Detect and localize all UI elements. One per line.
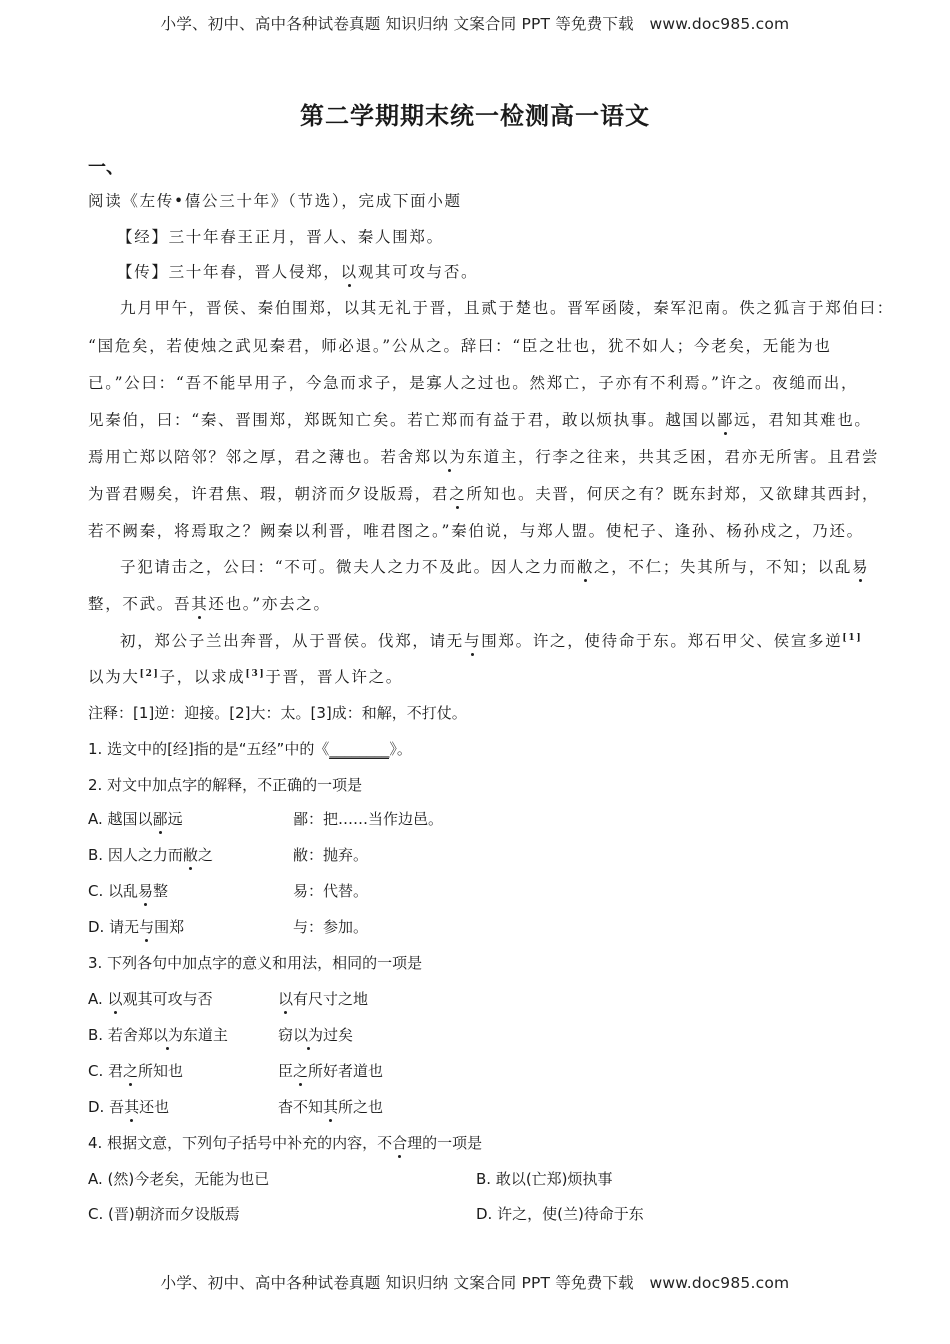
q3-option-b-compare xyxy=(278,1024,353,1045)
text-segment: 子，以求成 xyxy=(159,668,246,686)
dotted-character: 之 xyxy=(123,1062,139,1080)
text-segment: 有尺寸之地 xyxy=(293,990,369,1008)
text-segment: 还也 xyxy=(139,1098,170,1116)
text-segment: 【传】三十年春，晋人侵郑， xyxy=(117,263,341,281)
text-segment: C. 以乱 xyxy=(88,882,139,900)
dotted-character: 其 xyxy=(191,592,208,614)
q2-option-c-explanation: 易：代替。 xyxy=(293,882,369,900)
text-segment: 观其可攻与否 xyxy=(122,990,213,1008)
text-segment: 整，不武。吾 xyxy=(88,595,192,613)
text-segment: 远，君知其难也。 xyxy=(734,411,872,429)
q4-option-c: C. (晋)朝济而夕设版焉 xyxy=(88,1205,240,1223)
q4-option-b: B. 敢以(亡郑)烦执事 xyxy=(476,1170,613,1188)
text-segment: D. 请无 xyxy=(88,918,140,936)
footnote-mark: [2] xyxy=(139,669,160,679)
passage-line: 若不阙秦，将焉取之？阙秦以利晋，唯君图之。”秦伯说，与郑人盟。使杞子、逢孙、杨孙戍之，乃还。 xyxy=(88,522,864,540)
passage-line xyxy=(88,445,879,467)
zhuan-line xyxy=(117,260,478,282)
q4-option-a: A. (然)今老矣，无能为也已 xyxy=(88,1170,270,1188)
dotted-character: 以 xyxy=(341,260,358,282)
text-segment: 子犯请击之，公曰：“不可。微夫人之力不及此。因人之力而 xyxy=(120,558,577,576)
dotted-character: 以为 xyxy=(293,1026,324,1044)
text-segment: 所好者道也 xyxy=(308,1062,384,1080)
q3-option-b xyxy=(88,1024,228,1045)
question-3-stem: 3. 下列各句中加点字的意义和用法，相同的一项是 xyxy=(88,954,423,972)
text-segment: 为晋君赐矣，许君焦、瑕，朝济而夕设版焉，君 xyxy=(88,485,450,503)
question-4-stem xyxy=(88,1132,482,1153)
text-segment: 东道主，行李之往来，共其乏困，君亦无所害。且君尝 xyxy=(466,448,880,466)
passage-line xyxy=(88,408,872,430)
dotted-character: 以 xyxy=(107,990,123,1008)
dotted-character: 与 xyxy=(139,918,155,936)
dotted-character: 敝 xyxy=(577,555,594,577)
text-segment: 观其可攻与否。 xyxy=(357,263,479,281)
passage-line xyxy=(120,555,869,577)
text-segment: D. 吾 xyxy=(88,1098,125,1116)
q3-option-d-compare xyxy=(278,1096,383,1117)
text-segment: 以为大 xyxy=(88,668,140,686)
text-segment: 初，郑公子兰出奔晋，从于晋侯。伐郑，请无 xyxy=(120,632,465,650)
text-segment: 4. 根据文意，下列句子括号中补充的内容， xyxy=(88,1134,378,1152)
q2-option-a-explanation: 鄙：把……当作边邑。 xyxy=(293,810,444,828)
passage-line xyxy=(88,482,879,504)
text-segment: B. 因人之力而 xyxy=(88,846,183,864)
text-segment: A. 越国以 xyxy=(88,810,153,828)
dotted-character: 鄙 xyxy=(717,408,734,430)
dotted-character: 之 xyxy=(293,1062,309,1080)
passage-line xyxy=(88,665,403,687)
dotted-character: 易 xyxy=(852,555,869,577)
q3-option-c-compare xyxy=(278,1060,383,1081)
passage-line xyxy=(120,629,862,651)
dotted-character: 敝 xyxy=(182,846,198,864)
passage-line xyxy=(88,592,331,614)
passage-line: 九月甲午，晋侯、秦伯围郑，以其无礼于晋，且贰于楚也。晋军函陵，秦军氾南。佚之狐言于郑伯曰： xyxy=(120,299,895,317)
text-segment: 》。 xyxy=(389,740,412,758)
q2-option-d-explanation: 与：参加。 xyxy=(293,918,369,936)
text-segment: 于晋，晋人许之。 xyxy=(265,668,404,686)
q3-option-d xyxy=(88,1096,169,1117)
question-1 xyxy=(88,738,412,759)
q3-option-a xyxy=(88,988,213,1009)
dotted-character: 鄙 xyxy=(152,810,168,828)
text-segment: 整 xyxy=(153,882,169,900)
text-segment: 窃 xyxy=(278,1026,294,1044)
question-2-stem: 2. 对文中加点字的解释，不正确的一项是 xyxy=(88,776,363,794)
text-segment: 臣 xyxy=(278,1062,294,1080)
dotted-character: 不合理 xyxy=(377,1134,423,1152)
dotted-character: 与 xyxy=(464,629,481,651)
dotted-character: 以 xyxy=(278,990,294,1008)
footnote-mark: [1] xyxy=(842,633,863,643)
text-segment: 远 xyxy=(167,810,183,828)
answer-blank: ________ xyxy=(329,740,390,758)
text-segment: B. 若舍郑 xyxy=(88,1026,153,1044)
dotted-character: 其 xyxy=(124,1098,140,1116)
footnote-mark: [3] xyxy=(245,669,266,679)
text-segment: C. 君 xyxy=(88,1062,124,1080)
text-segment: 1. 选文中的[经]指的是“五经”中的《 xyxy=(88,740,330,758)
text-segment: 还也。”亦去之。 xyxy=(208,595,331,613)
text-segment: A. xyxy=(88,990,108,1008)
passage-line: “国危矣，若使烛之武见秦君，师必退。”公从之。辞曰：“臣之壮也，犹不如人；今老矣，无能为也 xyxy=(88,337,832,355)
page-title: 第二学期期末统一检测高一语文 xyxy=(300,101,650,130)
text-segment: 焉用亡郑以陪邻？邻之厚，君之薄也。若舍郑 xyxy=(88,448,433,466)
q4-option-d: D. 许之，使(兰)待命于东 xyxy=(476,1205,644,1223)
text-segment: 过矣 xyxy=(323,1026,354,1044)
dotted-character: 之 xyxy=(449,482,466,504)
q3-option-a-compare xyxy=(278,988,368,1009)
dotted-character: 以为 xyxy=(432,445,466,467)
dotted-character: 易 xyxy=(138,882,154,900)
section-number: 一、 xyxy=(88,157,124,178)
text-segment: 所知也。夫晋，何厌之有？既东封郑，又欲肆其西封， xyxy=(466,485,880,503)
passage-line: 已。”公曰：“吾不能早用子，今急而求子，是寡人之过也。然郑亡，子亦有不利焉。”许之。夜缒而出， xyxy=(88,374,859,392)
page-footer: 小学、初中、高中各种试卷真题 知识归纳 文案合同 PPT 等免费下载 www.doc985.com xyxy=(160,1274,790,1292)
q2-option-b xyxy=(88,844,213,865)
text-segment: 东道主 xyxy=(182,1026,228,1044)
dotted-character: 以为 xyxy=(152,1026,183,1044)
text-segment: 之，不仁；失其所与，不知；以乱 xyxy=(594,558,853,576)
dotted-character: 其 xyxy=(323,1098,339,1116)
jing-line: 【经】三十年春王正月，晋人、秦人围郑。 xyxy=(117,228,444,246)
text-segment: 杳不知 xyxy=(278,1098,324,1116)
text-segment: 的一项是 xyxy=(422,1134,483,1152)
text-segment: 之 xyxy=(197,846,213,864)
text-segment: 围郑。许之，使待命于东。郑石甲父、侯宣多逆 xyxy=(481,632,843,650)
q2-option-b-explanation: 敝：抛弃。 xyxy=(293,846,369,864)
q3-option-c xyxy=(88,1060,183,1081)
page-header: 小学、初中、高中各种试卷真题 知识归纳 文案合同 PPT 等免费下载 www.doc985.com xyxy=(160,15,790,33)
text-segment: 所之也 xyxy=(338,1098,384,1116)
reading-instruction: 阅读《左传•僖公三十年》（节选），完成下面小题 xyxy=(88,192,462,210)
text-segment: 所知也 xyxy=(138,1062,184,1080)
annotation-note: 注释：[1]逆：迎接。[2]大：太。[3]成：和解，不打仗。 xyxy=(88,704,467,722)
text-segment: 围郑 xyxy=(154,918,185,936)
q2-option-c xyxy=(88,880,168,901)
q2-option-d xyxy=(88,916,184,937)
text-segment: 见秦伯，曰：“秦、晋围郑，郑既知亡矣。若亡郑而有益于君，敢以烦执事。越国以 xyxy=(88,411,717,429)
q2-option-a xyxy=(88,808,183,829)
